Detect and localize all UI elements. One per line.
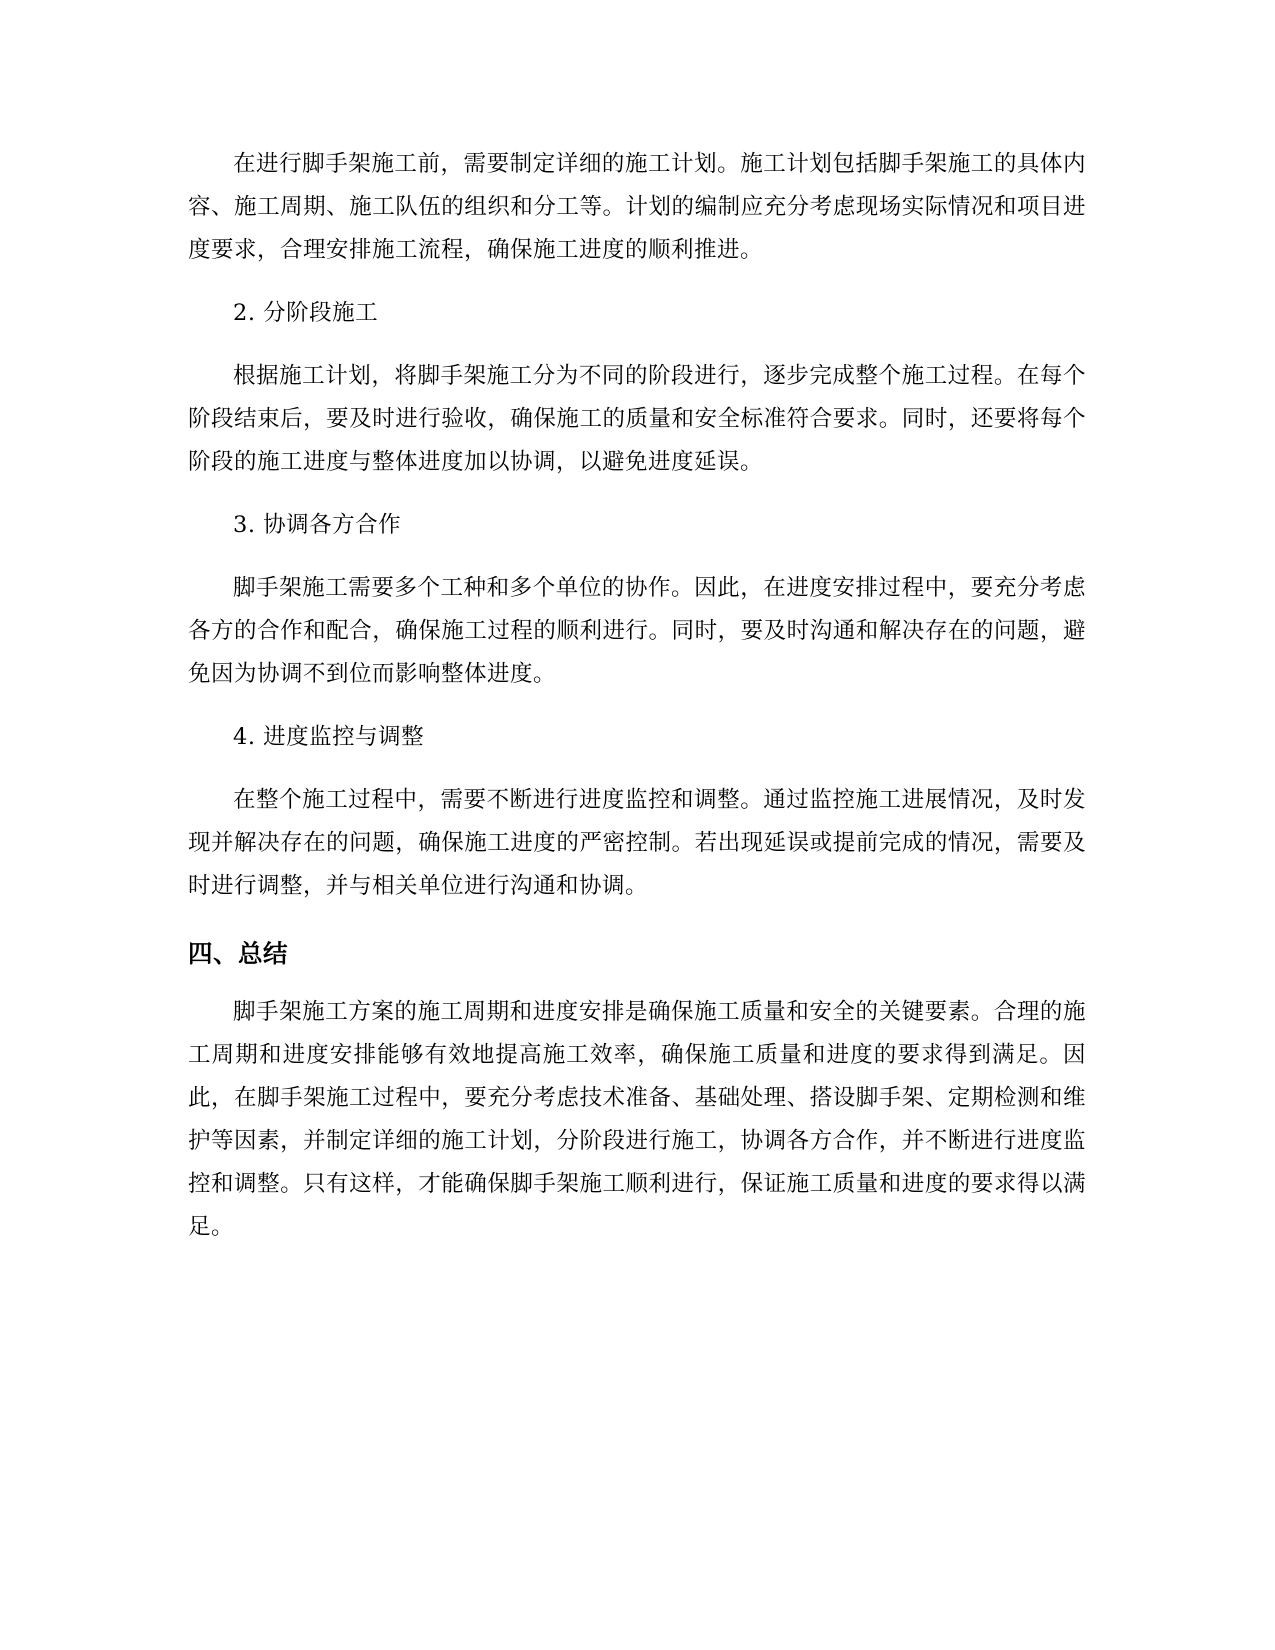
- paragraph-phased-construction: 根据施工计划，将脚手架施工分为不同的阶段进行，逐步完成整个施工过程。在每个阶段结束后，要及时进行验收，确保施工的质量和安全标准符合要求。同时，还要将每个阶段的施工进度与整体进度加以协调，以避免进度延误。: [188, 363, 1086, 475]
- intro-paragraph: 在进行脚手架施工前，需要制定详细的施工计划。施工计划包括脚手架施工的具体内容、施工周期、施工队伍的组织和分工等。计划的编制应充分考虑现场实际情况和项目进度要求，合理安排施工流程，确保施工进度的顺利推进。: [188, 151, 1086, 263]
- subheading-phased-construction: 2. 分阶段施工: [233, 300, 379, 326]
- paragraph-progress-monitoring: 在整个施工过程中，需要不断进行进度监控和调整。通过监控施工进展情况，及时发现并解决存在的问题，确保施工进度的严密控制。若出现延误或提前完成的情况，需要及时进行调整，并与相关单位进行沟通和协调。: [188, 787, 1086, 899]
- summary-paragraph: 脚手架施工方案的施工周期和进度安排是确保施工质量和安全的关键要素。合理的施工周期和进度安排能够有效地提高施工效率，确保施工质量和进度的要求得到满足。因此，在脚手架施工过程中，要充分考虑技术准备、基础处理、搭设脚手架、定期检测和维护等因素，并制定详细的施工计划，分阶段进行施工，协调各方合作，并不断进行进度监控和调整。只有这样，才能确保脚手架施工顺利进行，保证施工质量和进度的要求得以满足。: [188, 999, 1086, 1240]
- subheading-progress-monitoring: 4. 进度监控与调整: [233, 724, 425, 750]
- section-heading-summary: 四、总结: [188, 939, 288, 968]
- document-body: [188, 143, 1086, 1249]
- paragraph-coordination: 脚手架施工需要多个工种和多个单位的协作。因此，在进度安排过程中，要充分考虑各方的合作和配合，确保施工过程的顺利进行。同时，要及时沟通和解决存在的问题，避免因为协调不到位而影响整体进度。: [188, 575, 1086, 687]
- subheading-coordination: 3. 协调各方合作: [233, 512, 402, 538]
